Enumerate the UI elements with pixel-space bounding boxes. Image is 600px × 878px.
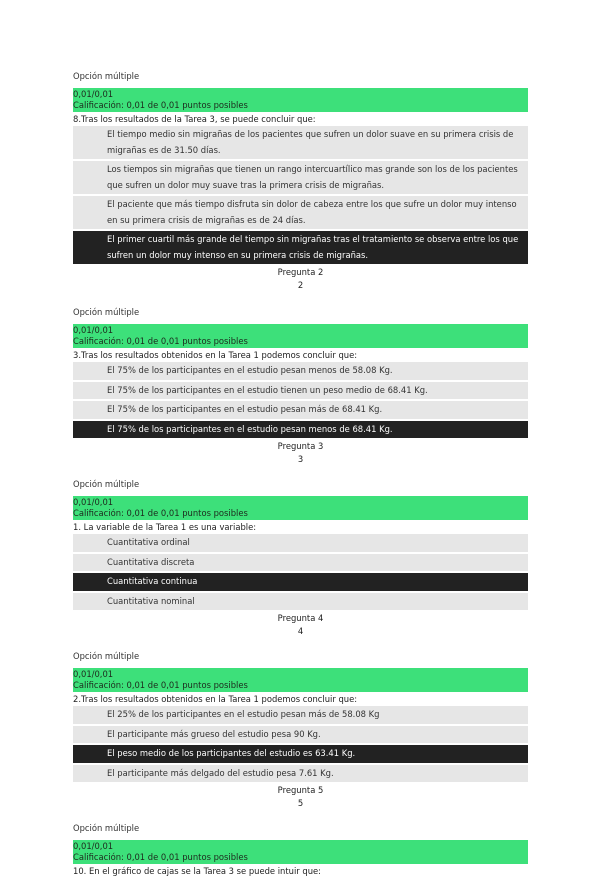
question-text: 10. En el gráfico de cajas se la Tarea 3 se puede intuir que: xyxy=(73,866,321,876)
grade-bar xyxy=(73,668,528,692)
question-type-label: Opción múltiple xyxy=(73,651,140,661)
score-text: 0,01/0,01 xyxy=(73,669,114,679)
grade-text: Calificación: 0,01 de 0,01 puntos posibles xyxy=(73,100,248,110)
answer-option-selected[interactable]: El 75% de los participantes en el estudio pesan menos de 68.41 Kg. xyxy=(73,421,528,439)
answer-option[interactable]: El 75% de los participantes en el estudio pesan más de 68.41 Kg. xyxy=(73,401,528,419)
grade-text: Calificación: 0,01 de 0,01 puntos posibles xyxy=(73,852,248,862)
grade-text: Calificación: 0,01 de 0,01 puntos posibles xyxy=(73,680,248,690)
answer-options-list xyxy=(73,126,528,264)
answer-option-selected[interactable]: El primer cuartil más grande del tiempo sin migrañas tras el tratamiento se observa entre los que sufren un dolor muy intenso en su primera crisis de migrañas. xyxy=(73,231,528,264)
grade-text: Calificación: 0,01 de 0,01 puntos posibles xyxy=(73,508,248,518)
question-text: 3.Tras los resultados obtenidos en la Tarea 1 podemos concluir que: xyxy=(73,350,358,360)
answer-option[interactable]: Cuantitativa nominal xyxy=(73,593,528,611)
answer-options-list xyxy=(73,362,528,438)
question-nav-label: Pregunta 5 xyxy=(277,785,324,795)
grade-bar xyxy=(73,840,528,864)
answer-option-selected[interactable]: El peso medio de los participantes del estudio es 63.41 Kg. xyxy=(73,745,528,763)
answer-option[interactable]: El 75% de los participantes en el estudio tienen un peso medio de 68.41 Kg. xyxy=(73,382,528,400)
answer-option[interactable]: Los tiempos sin migrañas que tienen un rango intercuartílico mas grande son los de los pacientes que sufren un dolor muy suave tras la primera crisis de migrañas. xyxy=(73,161,528,194)
question-nav-label: Pregunta 4 xyxy=(277,613,324,623)
answer-option[interactable]: El participante más delgado del estudio pesa 7.61 Kg. xyxy=(73,765,528,783)
question-text: 8.Tras los resultados de la Tarea 3, se puede concluir que: xyxy=(73,114,316,124)
answer-option[interactable]: Cuantitativa ordinal xyxy=(73,534,528,552)
grade-bar xyxy=(73,324,528,348)
score-text: 0,01/0,01 xyxy=(73,497,114,507)
question-type-label: Opción múltiple xyxy=(73,479,140,489)
grade-bar xyxy=(73,88,528,112)
answer-option-selected[interactable]: Cuantitativa continua xyxy=(73,573,528,591)
answer-option[interactable]: El tiempo medio sin migrañas de los pacientes que sufren un dolor suave en su primera crisis de migrañas es de 31.50 días. xyxy=(73,126,528,159)
answer-option[interactable]: El 25% de los participantes en el estudio pesan más de 58.08 Kg xyxy=(73,706,528,724)
question-block xyxy=(73,306,528,466)
score-text: 0,01/0,01 xyxy=(73,89,114,99)
question-block xyxy=(73,822,528,877)
question-nav-number: 5 xyxy=(297,798,304,808)
grade-bar xyxy=(73,496,528,520)
grade-text: Calificación: 0,01 de 0,01 puntos posibles xyxy=(73,336,248,346)
question-block xyxy=(73,70,528,292)
answer-option[interactable]: El paciente que más tiempo disfruta sin dolor de cabeza entre los que sufre un dolor muy intenso en su primera crisis de migrañas es de 24 días. xyxy=(73,196,528,229)
question-nav-number: 3 xyxy=(297,454,304,464)
question-nav-label: Pregunta 3 xyxy=(277,441,324,451)
question-block xyxy=(73,650,528,810)
quiz-review-page xyxy=(73,70,528,878)
question-type-label: Opción múltiple xyxy=(73,307,140,317)
answer-option[interactable]: El 75% de los participantes en el estudio pesan menos de 58.08 Kg. xyxy=(73,362,528,380)
question-text: 2.Tras los resultados obtenidos en la Tarea 1 podemos concluir que: xyxy=(73,694,358,704)
answer-option[interactable]: El participante más grueso del estudio pesa 90 Kg. xyxy=(73,726,528,744)
question-text: 1. La variable de la Tarea 1 es una variable: xyxy=(73,522,257,532)
question-block xyxy=(73,478,528,638)
answer-option[interactable]: Cuantitativa discreta xyxy=(73,554,528,572)
question-nav-number: 2 xyxy=(297,280,304,290)
question-type-label: Opción múltiple xyxy=(73,71,140,81)
question-type-label: Opción múltiple xyxy=(73,823,140,833)
question-nav-label: Pregunta 2 xyxy=(277,267,324,277)
question-nav-number: 4 xyxy=(297,626,304,636)
score-text: 0,01/0,01 xyxy=(73,841,114,851)
answer-options-list xyxy=(73,534,528,610)
score-text: 0,01/0,01 xyxy=(73,325,114,335)
answer-options-list xyxy=(73,706,528,782)
